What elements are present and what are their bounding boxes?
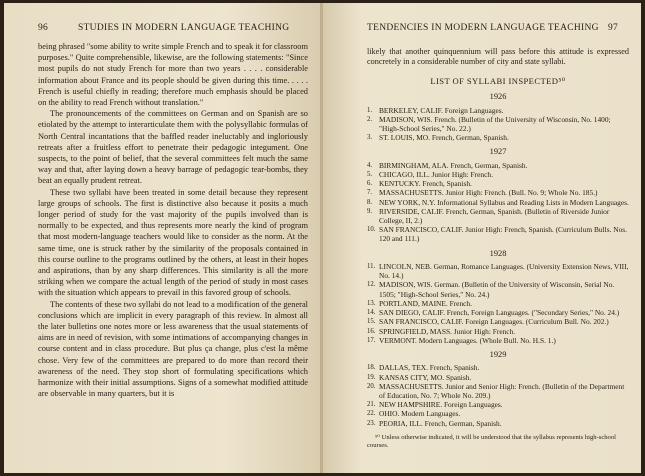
list-item — [367, 170, 629, 179]
list-item-text: ST. LOUIS, MO. French, German, Spanish. — [379, 133, 509, 143]
list-item — [367, 161, 629, 170]
list-item-text: SPRINGFIELD, MASS. Junior High: French. — [379, 326, 516, 336]
syllabi-list — [367, 92, 629, 428]
list-item-number: 2. — [367, 115, 373, 123]
paragraph: These two syllabi have been treated in some detail because they represent large groups of schools. The first is distinctive also because it posits a much longer period of study for the vast majority of the pupils involved than is normally to be expected, and thus represents more nearly the kind of program that most modern-language teachers would like to consider as the norm. At the same time, one is struck rather by the similarity of the proposals contained in this course outline to the programs outlined by the others, at least in their hopes and aspirations, than by any sharp differences. This similarity is all the more striking when we compare the actual length of the period of study in most cases with the situation which appears to prevail in this favored group of schools. — [38, 187, 308, 298]
list-item — [367, 419, 629, 428]
list-item-number: 19. — [367, 373, 376, 381]
list-item-number: 8. — [367, 198, 373, 206]
list-item-text: KANSAS CITY, MO. Spanish. — [379, 372, 472, 382]
list-item-number: 22. — [367, 410, 376, 418]
left-page — [4, 3, 321, 473]
list-item-text: NEW HAMPSHIRE. Foreign Languages. — [379, 400, 503, 410]
list-item-number: 10. — [367, 226, 376, 234]
list-item — [367, 382, 629, 400]
list-item — [367, 308, 629, 317]
footnote: ⁵⁰ Unless otherwise indicated, it will be understood that the syllabus represents high-school courses. — [367, 433, 616, 449]
list-item-number: 21. — [367, 401, 376, 409]
list-item-number: 11. — [367, 263, 376, 271]
list-item-text: LINCOLN, NEB. German, Romance Languages. (University Extension News, VIII, No. 14.) — [379, 262, 629, 281]
list-item-text: VERMONT. Modern Languages. (Whole Bull. No. H.S. 1.) — [379, 335, 556, 345]
list-item — [367, 262, 629, 280]
year-heading: 1929 — [489, 349, 507, 359]
list-item-number: 6. — [367, 180, 373, 188]
page-number: 96 — [38, 23, 49, 33]
list-item — [367, 198, 629, 207]
list-item — [367, 207, 629, 225]
list-item-number: 9. — [367, 207, 373, 215]
list-item — [367, 280, 629, 298]
list-item-text: OHIO. Modern Languages. — [379, 409, 461, 419]
list-item-number: 1. — [367, 106, 373, 114]
list-item-text: SAN FRANCISCO, CALIF. Foreign Languages. (Curriculum Bull. No. 202.) — [379, 317, 609, 327]
list-item-number: 14. — [367, 309, 376, 317]
list-item-number: 7. — [367, 189, 373, 197]
list-item-text: DALLAS, TEX. French, Spanish. — [379, 363, 480, 373]
list-item-text: MADISON, WIS. German. (Bulletin of the University of Wisconsin, Serial No. 1505; "High-School Series," No. 24.) — [379, 280, 615, 299]
list-item — [367, 188, 629, 197]
list-item-number: 4. — [367, 161, 373, 169]
paragraph: The pronouncements of the committees on German and on Spanish are so etiolated by the attempt to interarticulate them with the polysyllabic formulas of North Central incantations that the baffled reader ineluctably and ingloriously retreats after a fruitless effort to penetrate their pedagogic integument. One suspects, to the point of belief, that the several committees felt much the same way and that, after laying down a heavy barrage of pedagogic tear-bombs, they beat an equally prudent retreat. — [38, 109, 308, 186]
list-item-text: PEORIA, ILL. French, German, Spanish. — [379, 418, 502, 428]
list-item — [367, 409, 629, 418]
list-item-text: BERKELEY, CALIF. Foreign Languages. — [379, 105, 504, 115]
list-item-text: NEW YORK, N.Y. Informational Syllabus and Reading Lists in Modern Languages. — [379, 197, 629, 207]
list-item-number: 17. — [367, 336, 376, 344]
left-page-body — [38, 41, 308, 400]
year-heading: 1928 — [489, 248, 507, 258]
list-item — [367, 363, 629, 372]
list-item-number: 23. — [367, 419, 376, 427]
list-item-number: 3. — [367, 134, 373, 142]
year-heading: 1927 — [489, 147, 507, 157]
year-heading: 1926 — [489, 92, 507, 102]
list-item — [367, 299, 629, 308]
list-item-text: MASSACHUSETTS. Junior and Senior High: French. (Bulletin of the Department of Education, No. 7; Whole No. 209.) — [379, 381, 625, 400]
list-item — [367, 179, 629, 188]
list-item-text: CHICAGO, ILL. Junior High: French. — [379, 170, 493, 180]
list-item-text: RIVERSIDE, CALIF. French, German, Spanish. (Bulletin of Riverside Junior College, II, 2.) — [379, 206, 610, 226]
list-item-text: MASSACHUSETTS. Junior High: French. (Bull. No. 9; Whole No. 185.) — [379, 188, 598, 198]
list-item-number: 16. — [367, 327, 376, 335]
list-item — [367, 336, 629, 345]
list-item — [367, 400, 629, 409]
list-item-number: 13. — [367, 299, 376, 307]
list-item — [367, 327, 629, 336]
right-page — [323, 3, 641, 473]
list-item — [367, 373, 629, 382]
paragraph: The contents of these two syllabi do not lead to a modification of the general conclusions which are implicit in every paragraph of this review. In almost all the later bulletins one notes more or less awareness that the usual statements of aims are in need of revision, with some intimations of accompanying changes in course content and in class procedure. But plus ça change, plus c'est la même chose. Very few of the committees are prepared to do more than record their awareness of the need. They stop short of formulating specifications which harmonize with their initial assumptions. Signs of a somewhat modified attitude are observable in many quarters, but it is — [38, 299, 308, 399]
list-item — [367, 133, 629, 142]
list-item-text: SAN FRANCISCO, CALIF. Junior High: French, Spanish. (Curriculum Bulls. Nos. 120 and 111.) — [379, 225, 628, 244]
list-item-text: KENTUCKY. French, Spanish. — [379, 179, 472, 189]
list-item-number: 18. — [367, 364, 376, 372]
syllabi-list-title: LIST OF SYLLABI INSPECTED⁵⁰ — [430, 75, 566, 86]
list-item — [367, 106, 629, 115]
list-item-text: PORTLAND, MAINE. French. — [379, 298, 472, 308]
list-item — [367, 317, 629, 326]
running-head: TENDENCIES IN MODERN LANGUAGE TEACHING — [367, 23, 599, 33]
list-item-text: BIRMINGHAM, ALA. French, German, Spanish. — [379, 160, 528, 170]
page-number: 97 — [608, 23, 619, 33]
right-page-body — [367, 47, 629, 450]
running-head: STUDIES IN MODERN LANGUAGE TEACHING — [78, 23, 290, 33]
book-spread — [4, 3, 641, 473]
list-item-number: 20. — [367, 382, 376, 390]
list-item-number: 15. — [367, 318, 376, 326]
paragraph: being phrased "some ability to write simple French and to speak it for classroom purposes." Quite comprehensible, likewise, are the following statements: "Since most pupils do not study French for more than two years . . . . considerable information about France and its people should be given during this time. . . . . French is useful chiefly in reading; therefore much emphasis should be placed on the ability to read French without translation." — [38, 42, 308, 108]
list-item-text: MADISON, WIS. French. (Bulletin of the University of Wisconsin, No. 1400; "High-School Series," No. 22.) — [379, 114, 611, 134]
list-item — [367, 115, 629, 133]
list-item-number: 5. — [367, 171, 373, 179]
list-item-text: SAN DIEGO, CALIF. French, Foreign Languages. ("Secondary Series," No. 24.) — [379, 308, 620, 318]
list-item-number: 12. — [367, 281, 376, 289]
list-item — [367, 225, 629, 243]
paragraph: likely that another quinquennium will pass before this attitude is expressed concretely in a considerable number of city and state syllabi. — [367, 47, 629, 67]
